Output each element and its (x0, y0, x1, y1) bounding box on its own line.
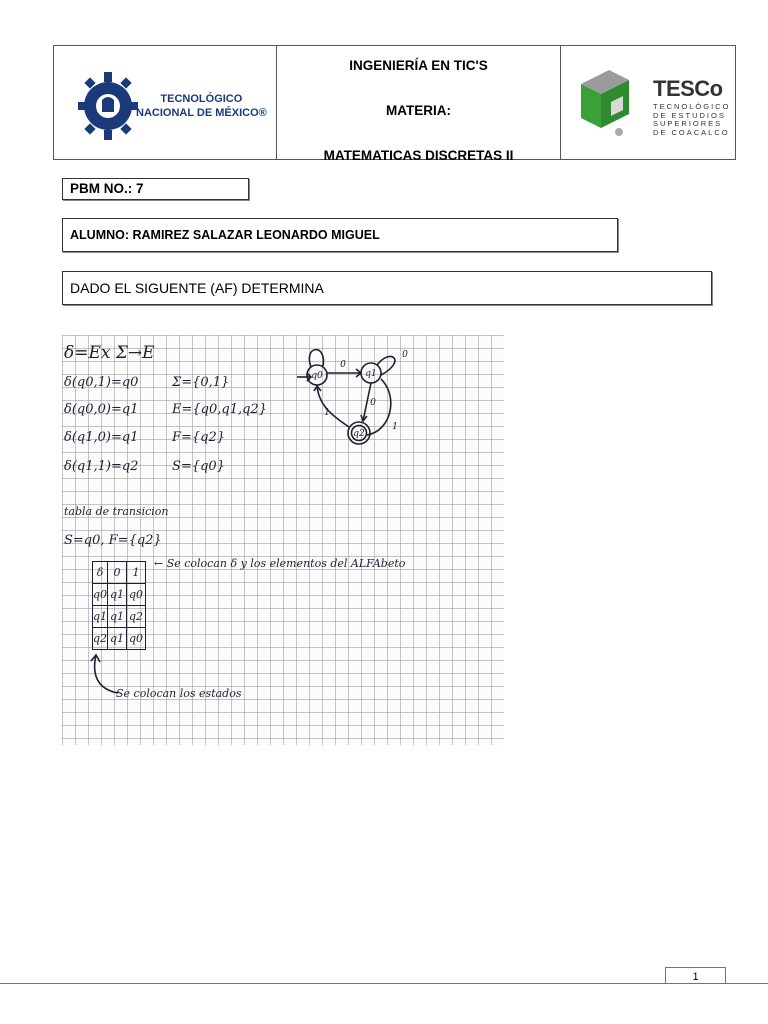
table-row (93, 628, 146, 650)
note-line: δ(q1,0)=q1 (64, 430, 139, 445)
page-number: 1 (692, 971, 699, 983)
handwritten-notes-image (62, 335, 504, 745)
note-line: δ(q0,1)=q0 (64, 375, 139, 390)
tesco-logo-cell (561, 46, 735, 159)
note-line: δ(q0,0)=q1 (64, 402, 139, 417)
table-cell: q2 (93, 628, 108, 650)
tesco-logo (575, 62, 635, 142)
table-row (93, 584, 146, 606)
student-name: ALUMNO: RAMIREZ SALAZAR LEONARDO MIGUEL (70, 228, 380, 242)
tecnm-logo-cell (54, 46, 277, 159)
note-line: S=q0, F={q2} (64, 533, 162, 548)
subject-name: MATEMATICAS DISCRETAS II (323, 148, 514, 163)
pbm-number: PBM NO.: 7 (70, 181, 144, 196)
table-cell: q1 (108, 628, 127, 650)
header-table (53, 45, 736, 163)
diagram-transition-label: 0 (370, 398, 376, 408)
page-number-tab (665, 967, 726, 983)
note-line: ← Se colocan δ y los elementos del ALFAbeto (154, 557, 406, 570)
automaton-diagram (287, 335, 427, 460)
table-cell: q1 (93, 606, 108, 628)
student-name-box (62, 218, 618, 252)
career-title: INGENIERÍA EN TIC'S (349, 58, 488, 73)
diagram-transition-label: 1 (324, 408, 330, 418)
table-row (93, 606, 146, 628)
pbm-number-box (62, 178, 249, 200)
header-title-cell (277, 46, 561, 163)
arrow-icon (88, 653, 122, 699)
note-line: δ=Ex Σ→E (64, 343, 155, 363)
diagram-transition-label: 0 (402, 350, 408, 360)
table-cell: 0 (108, 562, 127, 584)
table-cell: 1 (127, 562, 146, 584)
transition-table (92, 561, 146, 650)
tesco-name: TESCo (653, 76, 723, 101)
tecnm-logo-text: TECNOLÓGICO NACIONAL DE MÉXICO® (136, 93, 267, 119)
note-line: F={q2} (172, 430, 226, 445)
footer-line (0, 983, 768, 984)
note-line: E={q0,q1,q2} (172, 402, 267, 417)
note-line: Σ={0,1} (172, 375, 230, 390)
subject-label: MATERIA: (386, 103, 451, 118)
table-cell: q0 (127, 584, 146, 606)
note-line: S={q0} (172, 459, 225, 474)
note-line: δ(q1,1)=q2 (64, 459, 139, 474)
diagram-transition-label: 0 (340, 360, 346, 370)
prompt-text: DADO EL SIGUENTE (AF) DETERMINA (70, 280, 324, 296)
note-line: tabla de transicion (64, 505, 169, 518)
table-cell: δ (93, 562, 108, 584)
table-header-row (93, 562, 146, 584)
tesco-subtitle: TECNOLÓGICO DE ESTUDIOS SUPERIORES DE COACALCO (653, 102, 731, 137)
table-cell: q1 (108, 584, 127, 606)
diagram-state-label: q0 (311, 371, 323, 381)
table-cell: q0 (127, 628, 146, 650)
table-cell: q2 (127, 606, 146, 628)
diagram-state-label: q1 (365, 369, 377, 379)
diagram-state-label: q2 (353, 429, 365, 439)
prompt-box (62, 271, 712, 305)
table-cell: q1 (108, 606, 127, 628)
note-line: Se colocan los estados (116, 687, 242, 700)
table-cell: q0 (93, 584, 108, 606)
diagram-transition-label: 1 (392, 422, 398, 432)
